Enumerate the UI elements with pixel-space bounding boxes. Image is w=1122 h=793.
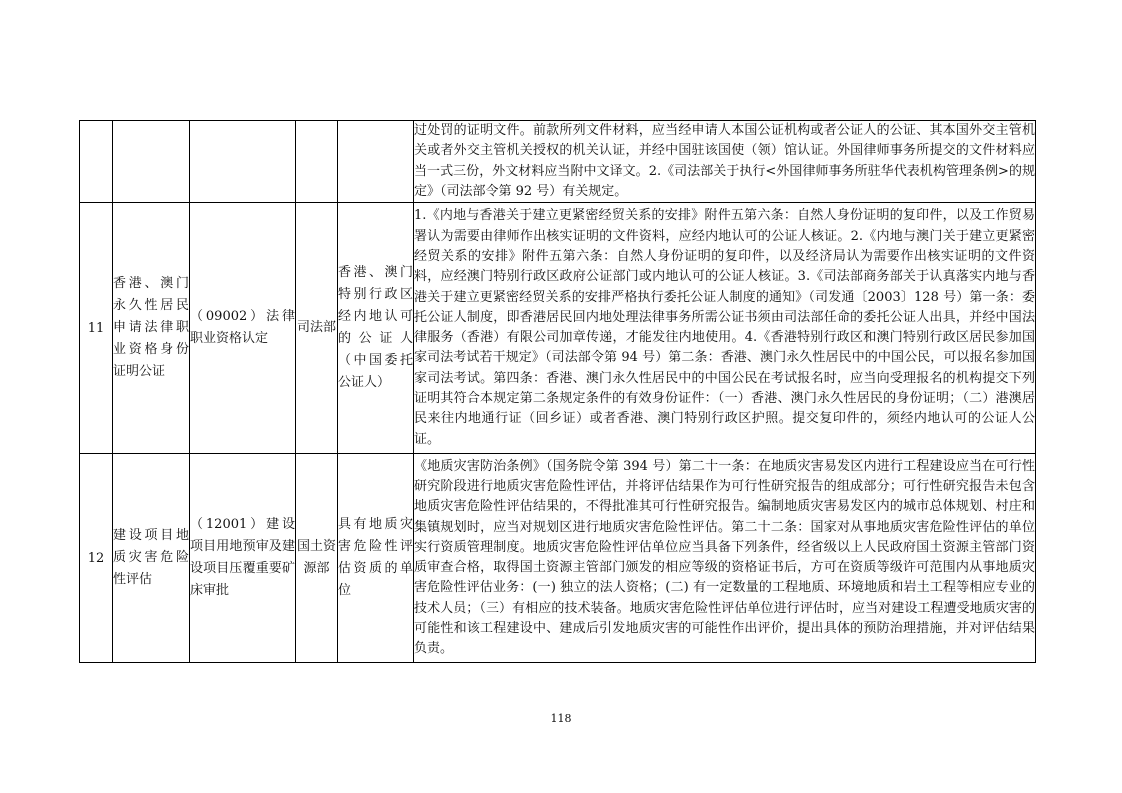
service-name: 香港、澳门永久性居民申请法律职业资格身份证明公证	[113, 203, 190, 454]
page-number: 118	[550, 712, 572, 725]
service-provider	[338, 121, 414, 203]
table-row	[80, 454, 1036, 663]
service-provider: 具有地质灾害危险性评估资质的单位	[338, 454, 414, 663]
row-number: 11	[80, 203, 113, 454]
service-provider: 香港、澳门特别行政区经内地认可的公证人（中国委托公证人）	[338, 203, 414, 454]
row-number	[80, 121, 113, 203]
table-row	[80, 121, 1036, 203]
approval-item: （09002）法律职业资格认定	[190, 203, 296, 454]
legal-basis: 《地质灾害防治条例》（国务院令第 394 号）第二十一条：在地质灾害易发区内进行工程建设应当在可行性研究阶段进行地质灾害危险性评估，并将评估结果作为可行性研究报告的组成部分；可行性研究报告未包含地质灾害危险性评估结果的，不得批准其可行性研究报告。编制地质灾害易发区内的城市总体规划、村庄和集镇规划时，应当对规划区进行地质灾害危险性评估。第二十二条：国家对从事地质灾害危险性评估的单位实行资质管理制度。地质灾害危险性评估单位应当具备下列条件，经省级以上人民政府国土资源主管部门资质审查合格，取得国土资源主管部门颁发的相应等级的资格证书后，方可在资质等级许可范围内从事地质灾害危险性评估业务：(一) 独立的法人资格；(二) 有一定数量的工程地质、环境地质和岩土工程等相应专业的技术人员；（三）有相应的技术装备。地质灾害危险性评估单位进行评估时，应当对建设工程遭受地质灾害的可能性和该工程建设中、建成后引发地质灾害的可能性作出评价，提出具体的预防治理措施，并对评估结果负责。	[414, 454, 1036, 663]
legal-basis: 1.《内地与香港关于建立更紧密经贸关系的安排》附件五第六条：自然人身份证明的复印件，以及工作贸易署认为需要由律师作出核实证明的文件资料，应经内地认可的公证人核证。2.《内地与澳门关于建立更紧密经贸关系的安排》附件五第六条：自然人身份证明的复印件，以及经济局认为需要作出核实证明的文件资料，应经澳门特别行政区政府公证部门或内地认可的公证人核证。3.《司法部商务部关于认真落实内地与香港关于建立更紧密经贸关系的安排严格执行委托公证人制度的通知》（司发通〔2003〕128 号）第一条：委托公证人制度，即香港居民回内地处理法律事务所需公证书须由司法部任命的委托公证人出具，并经中国法律服务（香港）有限公司加章传递，才能发往内地使用。4.《香港特别行政区和澳门特别行政区居民参加国家司法考试若干规定》（司法部令第 94 号）第二条：香港、澳门永久性居民中的中国公民，可以报名参加国家司法考试。第四条：香港、澳门永久性居民中的中国公民在考试报名时，应当向受理报名的机构提交下列证明其符合本规定第二条规定条件的有效身份证件：（一）香港、澳门永久性居民的身份证明；（二）港澳居民来往内地通行证（回乡证）或者香港、澳门特别行政区护照。提交复印件的，须经内地认可的公证人公证。	[414, 203, 1036, 454]
service-name: 建设项目地质灾害危险性评估	[113, 454, 190, 663]
department: 国土资源部	[296, 454, 338, 663]
department	[296, 121, 338, 203]
approval-item	[190, 121, 296, 203]
service-name	[113, 121, 190, 203]
row-number: 12	[80, 454, 113, 663]
table-row	[80, 203, 1036, 454]
document-table	[79, 120, 1036, 663]
approval-item: （12001）建设项目用地预审及建设项目压覆重要矿床审批	[190, 454, 296, 663]
department: 司法部	[296, 203, 338, 454]
legal-basis: 过处罚的证明文件。前款所列文件材料，应当经申请人本国公证机构或者公证人的公证、其本国外交主管机关或者外交主管机关授权的机关认证，并经中国驻该国使（领）馆认证。外国律师事务所提交的文件材料应当一式三份，外文材料应当附中文译文。2.《司法部关于执行<外国律师事务所驻华代表机构管理条例>的规定》（司法部令第 92 号）有关规定。	[414, 121, 1036, 203]
